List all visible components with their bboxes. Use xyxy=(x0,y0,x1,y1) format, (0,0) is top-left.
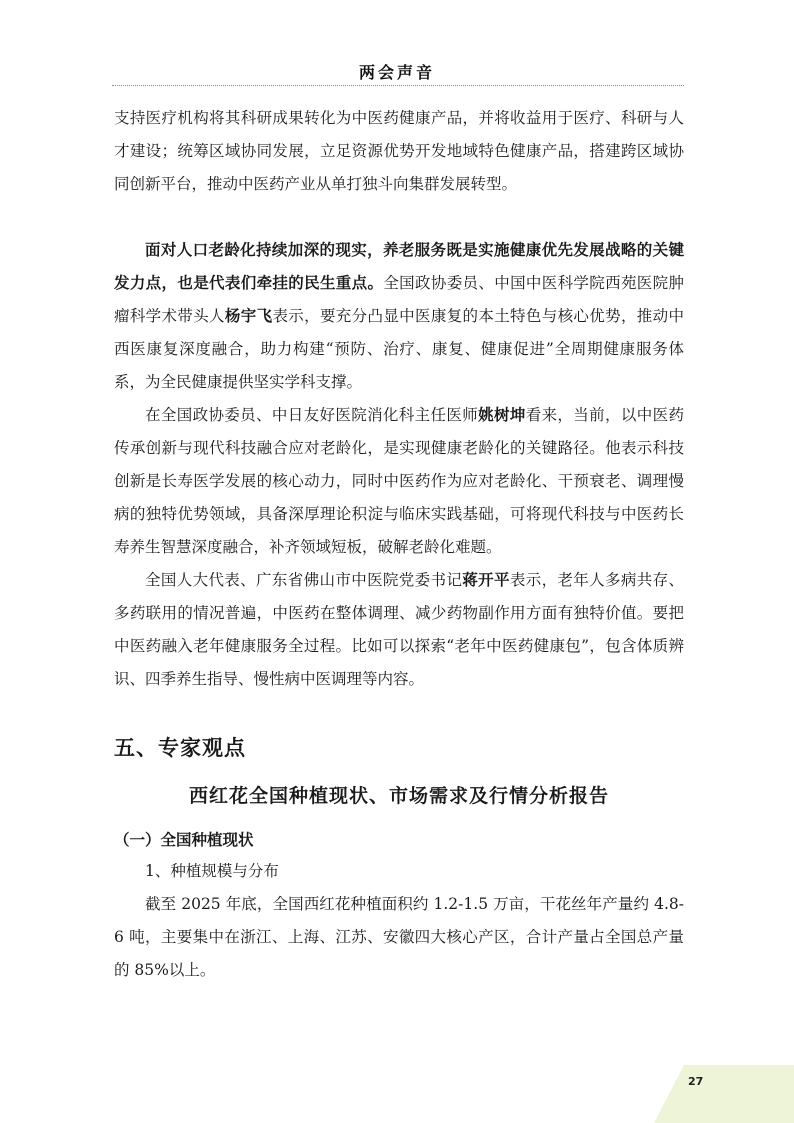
paragraph-3-intro: 在全国政协委员、中日友好医院消化科主任医师 xyxy=(145,406,479,424)
header-divider xyxy=(112,85,684,86)
lead-sentence: 面对人口老龄化持续加深的现实，养老服务既是实施健康优先发展战略的关键发力点，也是代表们牵挂的民生重点。 xyxy=(114,241,684,292)
paragraph-4 xyxy=(114,564,684,696)
speaker-name-jiang: 蒋开平 xyxy=(462,571,510,589)
paragraph-5: 截至 2025 年底，全国西红花种植面积约 1.2-1.5 万亩，干花丝年产量约 4.8-6 吨，主要集中在浙江、上海、江苏、安徽四大核心产区，合计产量占全国总产量的 85%以上。 xyxy=(114,895,684,979)
paragraph-4-rest: 表示，老年人多病共存、多药联用的情况普遍，中医药在整体调理、减少药物副作用方面有独特价值。要把中医药融入老年健康服务全过程。比如可以探索“老年中医药健康包”，包含体质辨识、四季养生指导、慢性病中医调理等内容。 xyxy=(114,571,684,688)
section-heading: 五、专家观点 xyxy=(114,736,246,760)
item-heading: 1、种植规模与分布 xyxy=(145,862,279,880)
page-number: 27 xyxy=(688,1075,704,1088)
report-title: 西红花全国种植现状、市场需求及行情分析报告 xyxy=(188,785,609,807)
paragraph-3-rest: 看来，当前，以中医药传承创新与现代科技融合应对老龄化，是实现健康老龄化的关键路径。他表示科技创新是长寿医学发展的核心动力，同时中医药作为应对老龄化、干预衰老、调理慢病的独特优势领域，具备深厚理论积淀与临床实践基础，可将现代科技与中医药长寿养生智慧深度融合，补齐领域短板，破解老龄化难题。 xyxy=(114,406,684,556)
page-corner-decoration xyxy=(654,1065,794,1123)
paragraph-1: 支持医疗机构将其科研成果转化为中医药健康产品，并将收益用于医疗、科研与人才建设；统筹区域协同发展，立足资源优势开发地域特色健康产品，搭建跨区域协同创新平台，推动中医药产业从单打独斗向集群发展转型。 xyxy=(114,109,684,193)
paragraph-4-intro: 全国人大代表、广东省佛山市中医院党委书记 xyxy=(145,571,463,589)
paragraph-2 xyxy=(114,234,684,399)
paragraph-3 xyxy=(114,399,684,564)
sub-heading: （一）全国种植现状 xyxy=(114,831,254,849)
paragraph-2-rest: 表示，要充分凸显中医康复的本土特色与核心优势，推动中西医康复深度融合，助力构建“预防、治疗、康复、健康促进”全周期健康服务体系，为全民健康提供坚实学科支撑。 xyxy=(114,307,684,391)
speaker-name-yao: 姚树坤 xyxy=(478,406,526,424)
paragraph-spacer xyxy=(114,201,684,234)
article-body xyxy=(114,102,684,987)
speaker-name-yang: 杨宇飞 xyxy=(224,307,273,325)
running-header-title: 两会声音 xyxy=(358,63,435,82)
paragraph-2-intro: 全国政协委员、中国中医科学院西苑医院肿瘤科学术带头人 xyxy=(114,274,684,325)
